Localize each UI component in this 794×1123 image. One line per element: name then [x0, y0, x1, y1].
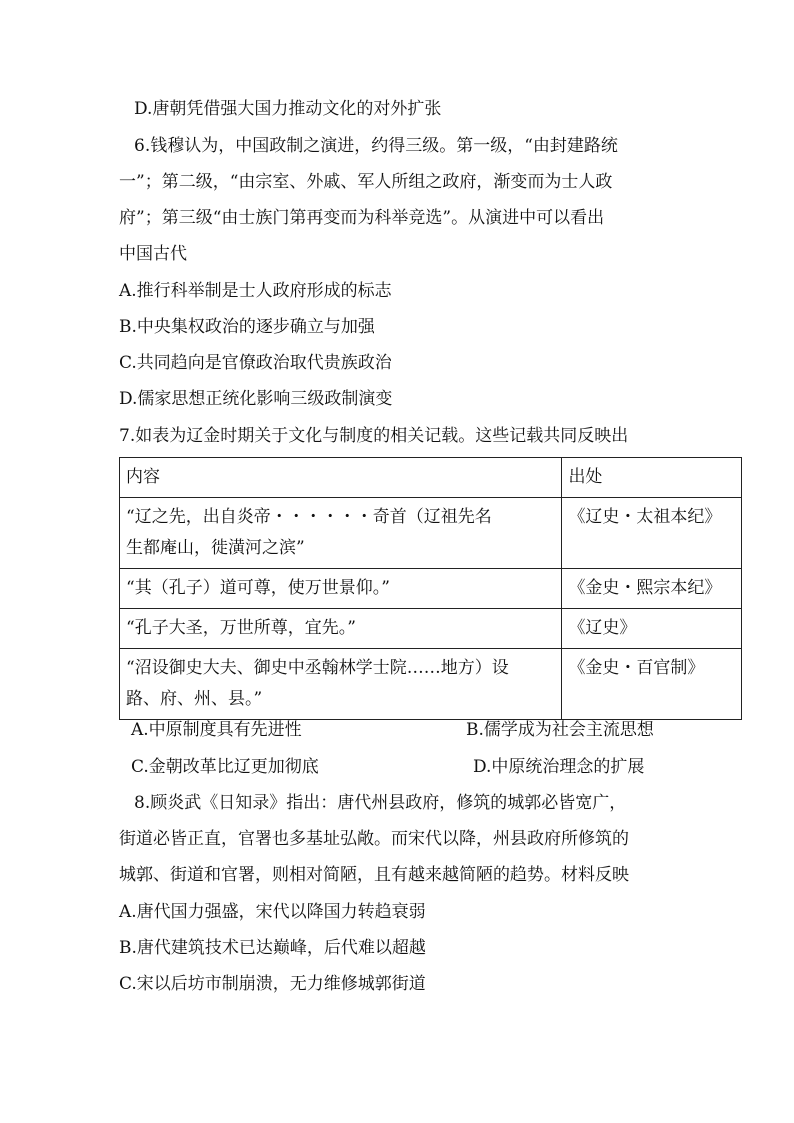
q8-stem-line-2: 街道必皆正直，官署也多基址弘敞。而宋代以降，州县政府所修筑的: [119, 829, 629, 849]
q7-option-b: B.儒学成为社会主流思想: [466, 720, 654, 740]
cell-line: 路、府、州、县。”: [126, 689, 263, 709]
q6-option-a: A.推行科举制是士人政府形成的标志: [119, 281, 392, 301]
table-row: [120, 498, 742, 569]
cell-line: 生都庵山，徙潢河之滨”: [126, 538, 305, 558]
q6-stem-line-4: 中国古代: [119, 244, 187, 264]
table-cell-source: 《辽史》: [562, 609, 742, 649]
table-cell-source: 《金史・百官制》: [562, 649, 742, 720]
q7-option-a: A.中原制度具有先进性: [131, 720, 302, 740]
table-cell-source: 《辽史・太祖本纪》: [562, 498, 742, 569]
cell-line: “沼设御史大夫、御史中丞翰林学士院……地方）设: [126, 658, 509, 678]
q8-option-b: B.唐代建筑技术已达巅峰，后代难以超越: [119, 938, 426, 958]
q6-stem-line-3: 府”；第三级“由士族门第再变而为科举竞选”。从演进中可以看出: [119, 208, 605, 228]
table-row: [120, 609, 742, 649]
table-header-source: 出处: [562, 458, 742, 498]
table-header-row: [120, 458, 742, 498]
table-cell-content: [120, 609, 562, 649]
table-cell-source: 《金史・熙宗本纪》: [562, 569, 742, 609]
q8-option-a: A.唐代国力强盛，宋代以降国力转趋衰弱: [119, 902, 426, 922]
q8-option-c: C.宋以后坊市制崩溃，无力维修城郭街道: [119, 974, 426, 994]
q7-stem: 7.如表为辽金时期关于文化与制度的相关记载。这些记载共同反映出: [119, 426, 629, 446]
q6-stem-line-1: 6.钱穆认为，中国政制之演进，约得三级。第一级，“由封建路统: [134, 136, 618, 156]
q7-option-c: C.金朝改革比辽更加彻底: [131, 757, 319, 777]
q6-option-d: D.儒家思想正统化影响三级政制演变: [119, 389, 393, 409]
q6-stem-line-2: 一”；第二级，“由宗室、外戚、军人所组之政府，渐变而为士人政: [119, 172, 613, 192]
q7-option-d: D.中原统治理念的扩展: [473, 757, 645, 777]
table-row: [120, 569, 742, 609]
table-cell-content: [120, 498, 562, 569]
q5-option-d: D.唐朝凭借强大国力推动文化的对外扩张: [134, 99, 442, 119]
cell-line: “辽之先，出自炎帝・・・・・・奇首（辽祖先名: [126, 507, 492, 527]
table-row: [120, 649, 742, 720]
q6-option-c: C.共同趋向是官僚政治取代贵族政治: [119, 353, 392, 373]
cell-line: “其（孔子）道可尊，使万世景仰。”: [126, 578, 390, 598]
cell-line: “孔子大圣，万世所尊，宜先。”: [126, 618, 356, 638]
q6-option-b: B.中央集权政治的逐步确立与加强: [119, 317, 375, 337]
table-cell-content: [120, 649, 562, 720]
q8-stem-line-3: 城郭、街道和官署，则相对简陋，且有越来越简陋的趋势。材料反映: [119, 865, 629, 885]
table-header-content: 内容: [120, 458, 562, 498]
q7-table: [119, 457, 742, 720]
table-cell-content: [120, 569, 562, 609]
q8-stem-line-1: 8.顾炎武《日知录》指出：唐代州县政府，修筑的城郭必皆宽广，: [134, 793, 627, 813]
